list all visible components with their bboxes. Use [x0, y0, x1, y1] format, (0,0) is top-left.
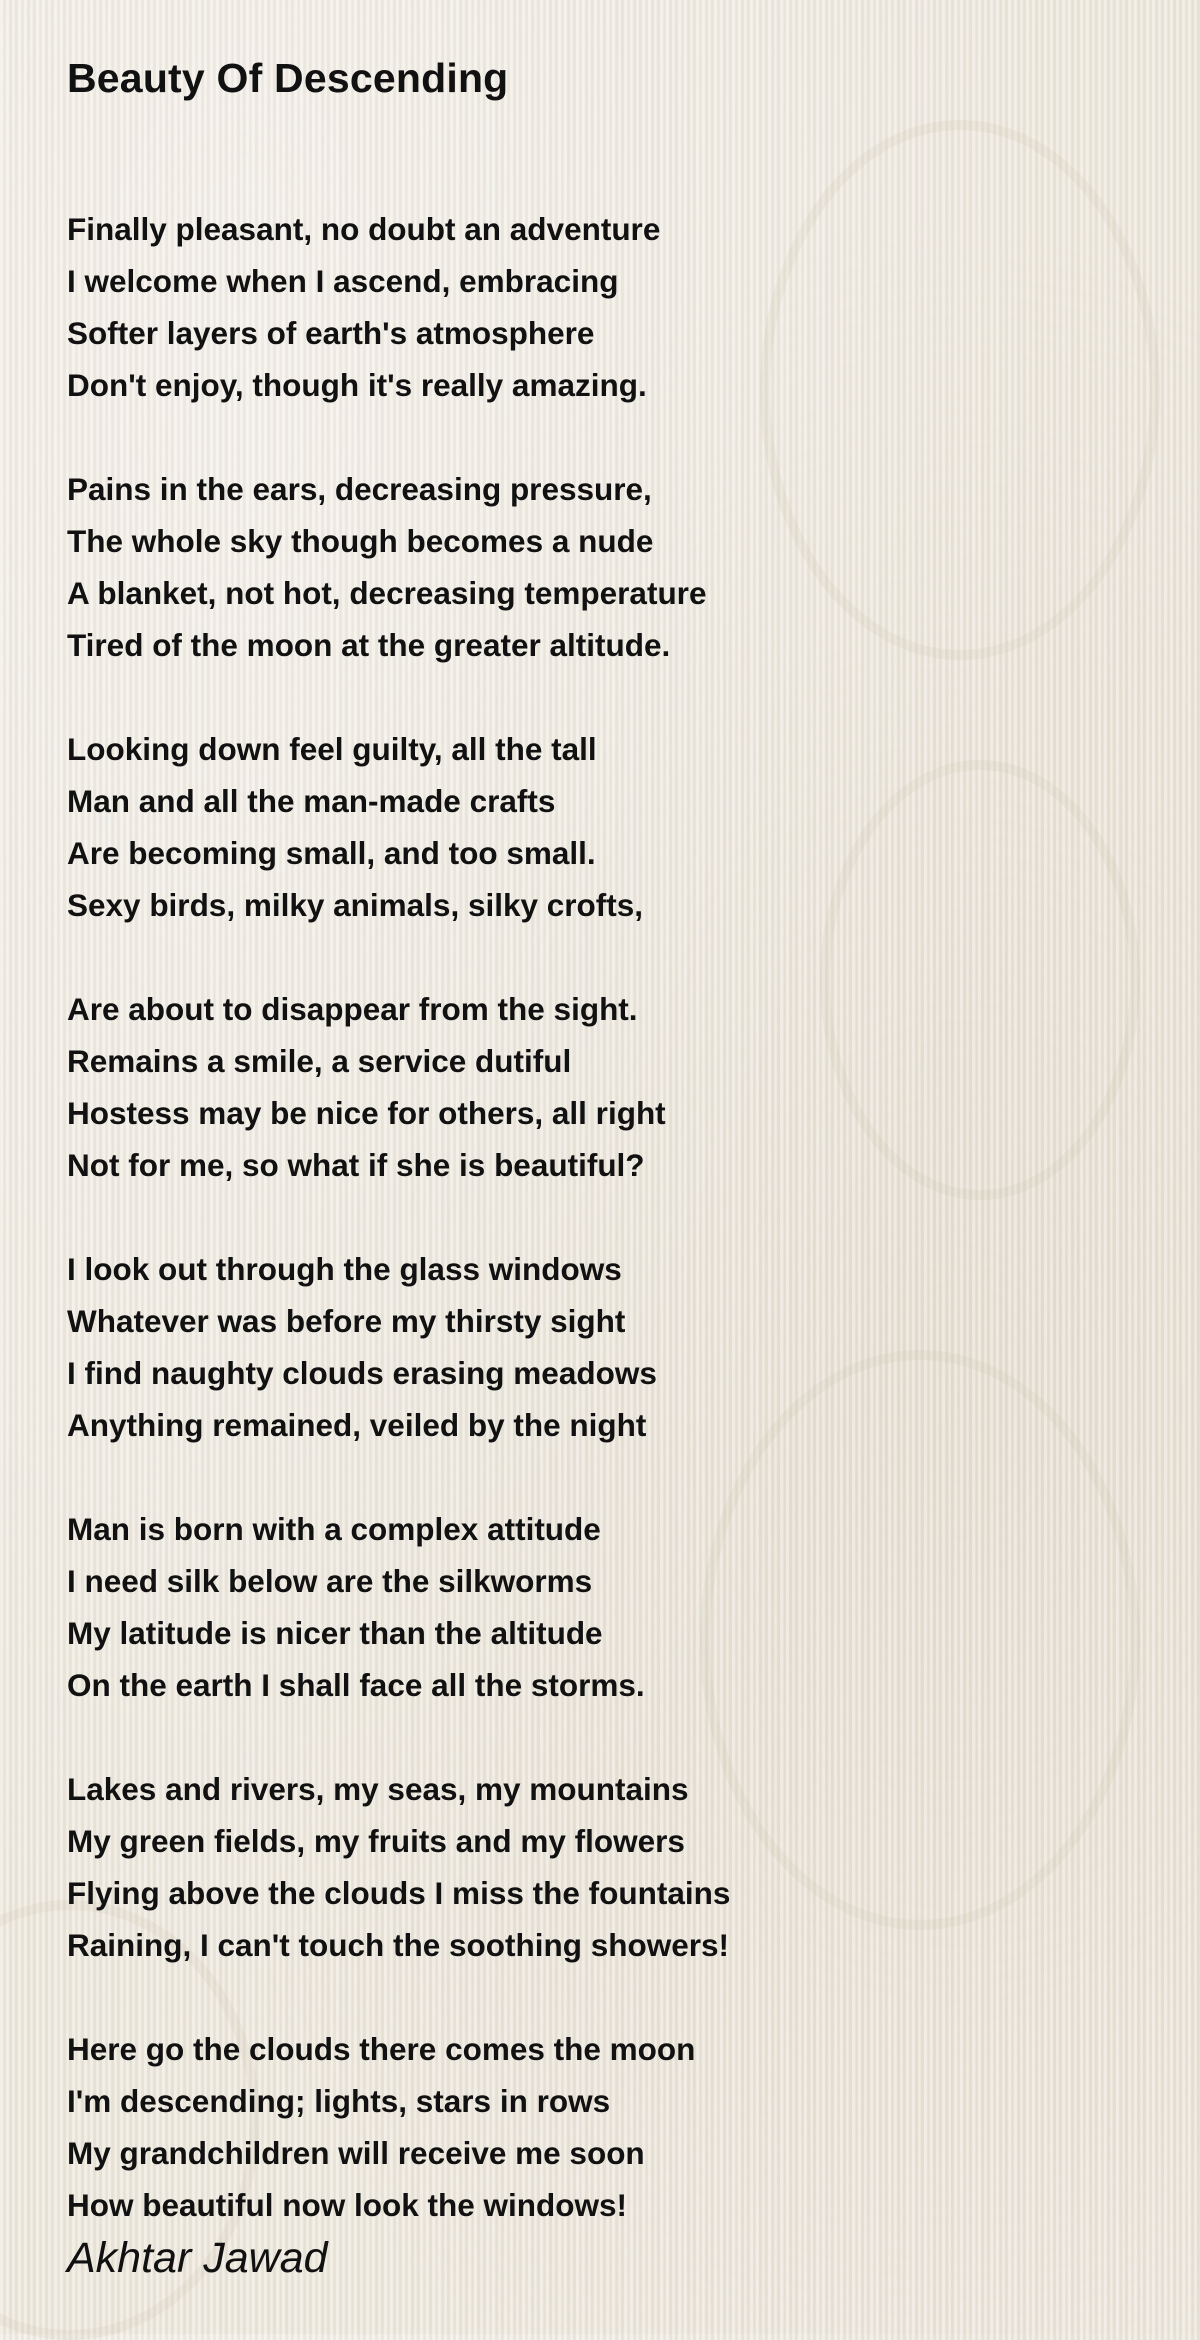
poem-line: Don't enjoy, though it's really amazing. [67, 367, 647, 403]
poem-line: On the earth I shall face all the storms. [67, 1667, 645, 1703]
poem-line: Pains in the ears, decreasing pressure, [67, 471, 652, 507]
poem-title: Beauty Of Descending [67, 55, 509, 101]
poem-line: Looking down feel guilty, all the tall [67, 731, 597, 767]
poem-line: I find naughty clouds erasing meadows [67, 1355, 657, 1391]
poem-line: Are becoming small, and too small. [67, 835, 596, 871]
poem-line: Here go the clouds there comes the moon [67, 2031, 696, 2067]
poem-line: Anything remained, veiled by the night [67, 1407, 647, 1443]
poem-line: My grandchildren will receive me soon [67, 2135, 645, 2171]
poem-line: Tired of the moon at the greater altitude. [67, 627, 671, 663]
poem-line: Man and all the man-made crafts [67, 783, 556, 819]
poem-line: Raining, I can't touch the soothing showers! [67, 1927, 730, 1963]
stanza [67, 203, 1147, 411]
stanza [67, 983, 1147, 1191]
poem-line: I look out through the glass windows [67, 1251, 622, 1287]
poem-line: Man is born with a complex attitude [67, 1511, 601, 1547]
poem-line: Sexy birds, milky animals, silky crofts, [67, 887, 644, 923]
poem-line: Softer layers of earth's atmosphere [67, 315, 595, 351]
stanza [67, 463, 1147, 671]
poem-line: I'm descending; lights, stars in rows [67, 2083, 611, 2119]
poem-line: Lakes and rivers, my seas, my mountains [67, 1771, 689, 1807]
stanza [67, 1243, 1147, 1451]
poem-line: Not for me, so what if she is beautiful? [67, 1147, 645, 1183]
poem-line: Hostess may be nice for others, all right [67, 1095, 666, 1131]
poem-line: I need silk below are the silkworms [67, 1563, 593, 1599]
poem-page [67, 48, 1147, 2283]
poem-body [67, 203, 1147, 2231]
poem-line: Remains a smile, a service dutiful [67, 1043, 572, 1079]
poem-line: Finally pleasant, no doubt an adventure [67, 211, 661, 247]
stanza [67, 723, 1147, 931]
stanza [67, 1503, 1147, 1711]
poem-line: My latitude is nicer than the altitude [67, 1615, 603, 1651]
poem-author: Akhtar Jawad [67, 2234, 328, 2282]
poem-line: Whatever was before my thirsty sight [67, 1303, 626, 1339]
poem-line: My green fields, my fruits and my flowers [67, 1823, 685, 1859]
poem-line: A blanket, not hot, decreasing temperature [67, 575, 707, 611]
poem-line: The whole sky though becomes a nude [67, 523, 654, 559]
stanza [67, 2023, 1147, 2231]
poem-line: I welcome when I ascend, embracing [67, 263, 619, 299]
poem-line: Flying above the clouds I miss the fountains [67, 1875, 731, 1911]
poem-line: How beautiful now look the windows! [67, 2187, 627, 2223]
stanza [67, 1763, 1147, 1971]
poem-line: Are about to disappear from the sight. [67, 991, 638, 1027]
